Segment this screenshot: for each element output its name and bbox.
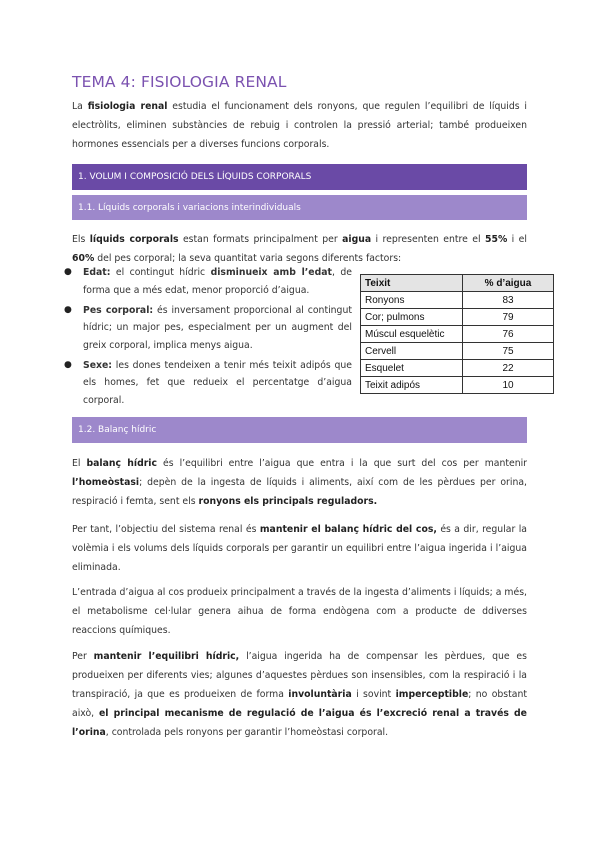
section-heading-1-1: 1.1. Líquids corporals i variacions interindividuals xyxy=(72,195,527,220)
section-heading-1-2: 1.2. Balanç hídric xyxy=(72,417,527,443)
table-row: Esquelet 22 xyxy=(361,360,554,377)
table-row: Cervell 75 xyxy=(361,343,554,360)
table-header: % d’aigua xyxy=(463,275,554,292)
water-balance-paragraph: El balanç hídric és l’equilibri entre l’aigua que entra i la que surt del cos per mantenir l’homeòstasi; depèn de la ingesta de líquids i aliments, així com de les pèrdues per orina, respiració i femta, sent els ronyons els principals reguladors. xyxy=(72,458,528,507)
body-fluids-paragraph: Els líquids corporals estan formats principalment per aigua i representen entre el 55% i el 60% del pes corporal; la seva quantitat varia segons diferents factors: xyxy=(72,234,527,264)
table-header-row xyxy=(361,275,554,292)
list-item: ● Pes corporal: és inversament proporcional al contingut hídric; un major pes, especialment per un augment del greix corporal, implica menys aigua. xyxy=(64,304,352,351)
table-header: Teixit xyxy=(361,275,463,292)
page-title: TEMA 4: FISIOLOGIA RENAL xyxy=(72,73,287,91)
renal-objective-paragraph: Per tant, l’objectiu del sistema renal és mantenir el balanç hídric del cos, és a dir, regular la volèmia i els volums dels líquids corporals per garantir un equilibri entre l’aigua ingerida i l’aigua eliminada. xyxy=(72,524,527,573)
table-row: Ronyons 83 xyxy=(361,292,554,309)
list-item: ● Edat: el contingut hídric disminueix amb l’edat, de forma que a més edat, menor proporció d’aigua. xyxy=(64,267,352,296)
table-row: Múscul esquelètic 76 xyxy=(361,326,554,343)
table-row: Teixit adipós 10 xyxy=(361,377,554,394)
water-intake-paragraph: L’entrada d’aigua al cos produeix principalment a través de la ingesta d’aliments i líquids; a més, el metabolisme cel·lular genera aihua de forma endògena com a producte de ddiverses reaccions químiques. xyxy=(72,587,527,636)
factors-list xyxy=(64,264,352,412)
table-row: Cor; pulmons 79 xyxy=(361,309,554,326)
section-heading-1: 1. VOLUM I COMPOSICIÓ DELS LÍQUIDS CORPORALS xyxy=(72,164,527,190)
water-equilibrium-paragraph: Per mantenir l’equilibri hídric, l’aigua ingerida ha de compensar les pèrdues, que es produeixen per diferents vies; algunes d’aquestes pèrdues son insensibles, com la respiració i la transpiració, ja que es produeixen de forma involuntària i sovint imperceptible; no obstant això, el principal mecanisme de regulació de l’aigua és l’excreció renal a través de l’orina, controlada pels ronyons per garantir l’homeòstasi corporal. xyxy=(72,651,528,738)
intro-paragraph: La fisiologia renal estudia el funcionament dels ronyons, que regulen l’equilibri de líquids i electròlits, eliminen substàncies de rebuig i controlen la pressió arterial; també produeixen hormones essencials per a diverses funcions corporals. xyxy=(72,101,527,150)
water-content-table xyxy=(360,274,554,394)
list-item: ● Sexe: les dones tendeixen a tenir més teixit adipós que els homes, fet que redueix el percentatge d’aigua corporal. xyxy=(64,359,352,406)
